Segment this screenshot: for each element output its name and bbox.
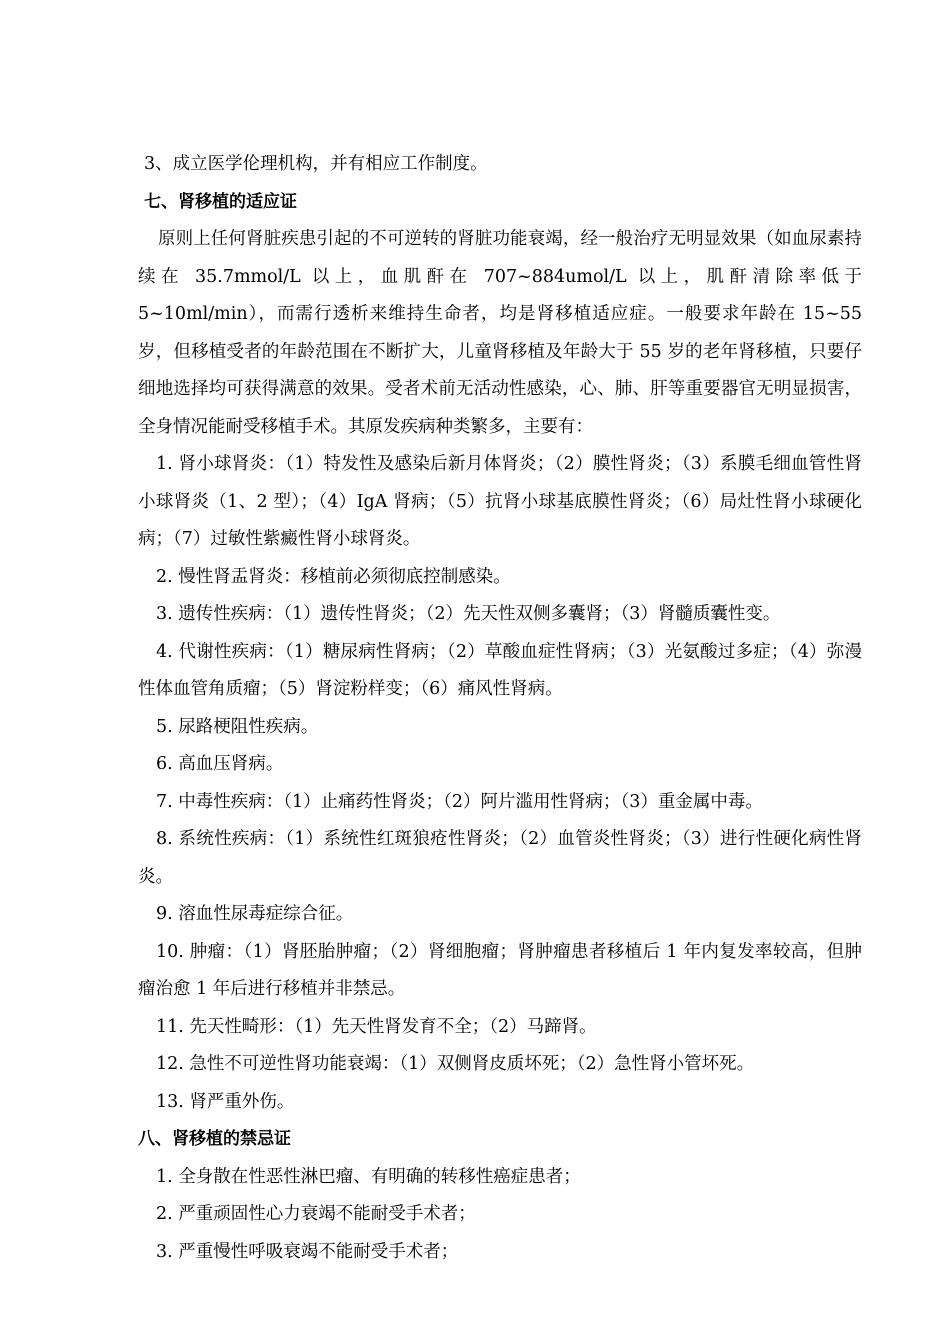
indication-item-12: 12. 急性不可逆性肾功能衰竭：（1）双侧肾皮质坏死；（2）急性肾小管坏死。	[156, 1054, 755, 1074]
contraindication-item-1: 1. 全身散在性恶性淋巴瘤、有明确的转移性癌症患者；	[156, 1166, 581, 1187]
indication-item-4: 4. 代谢性疾病：（1）糖尿病性肾病；（2）草酸血症性肾病；（3）光氨酸过多症；（4）弥漫性体血管角质瘤；（5）肾淀粉样变；（6）痛风性肾病。	[138, 641, 862, 699]
indication-item-13: 13. 肾严重外伤。	[156, 1091, 295, 1112]
indication-item-10: 10. 肿瘤：（1）肾胚胎肿瘤；（2）肾细胞瘤；肾肿瘤患者移植后 1 年内复发率较高，但肿瘤治愈 1 年后进行移植并非禁忌。	[138, 941, 862, 999]
section-heading-indications: 七、肾移植的适应证	[144, 191, 297, 212]
contraindication-item-3: 3. 严重慢性呼吸衰竭不能耐受手术者；	[156, 1241, 459, 1262]
indication-item-9: 9. 溶血性尿毒症综合征。	[156, 904, 354, 924]
section-heading-contraindications: 八、肾移植的禁忌证	[138, 1129, 291, 1149]
indication-item-2: 2. 慢性肾盂肾炎：移植前必须彻底控制感染。	[156, 566, 511, 587]
indication-item-8: 8. 系统性疾病：（1）系统性红斑狼疮性肾炎；（2）血管炎性肾炎；（3）进行性硬化病性肾炎。	[138, 829, 862, 887]
indication-item-3: 3. 遗传性疾病：（1）遗传性肾炎；（2）先天性双侧多囊肾；（3）肾髓质囊性变。	[156, 604, 781, 624]
indication-item-1: 1. 肾小球肾炎：（1）特发性及感染后新月体肾炎；（2）膜性肾炎；（3）系膜毛细血管性肾小球肾炎（1、2 型）；（4）IgA 肾病；（5）抗肾小球基底膜性肾炎；（6）局灶性肾小球硬化病；（7）过敏性紫癜性肾小球肾炎。	[138, 454, 862, 549]
indication-item-11: 11. 先天性畸形：（1）先天性肾发育不全；（2）马蹄肾。	[156, 1016, 597, 1037]
intro-item-3: 3、成立医学伦理机构，并有相应工作制度。	[144, 154, 488, 174]
indication-item-6: 6. 高血压肾病。	[156, 754, 284, 774]
document-body	[138, 146, 862, 1271]
indication-item-7: 7. 中毒性疾病：（1）止痛药性肾炎；（2）阿片滥用性肾病；（3）重金属中毒。	[156, 791, 763, 812]
indications-paragraph: 原则上任何肾脏疾患引起的不可逆转的肾脏功能衰竭，经一般治疗无明显效果（如血尿素持续在 35.7mmol/L 以上，血肌酐在 707~884umol/L 以上，肌酐清除率低于 5~10ml/min），而需行透析来维持生命者，均是肾移植适应症。一般要求年龄在 15~55 岁，但移植受者的年龄范围在不断扩大，儿童肾移植及年龄大于 55 岁的老年肾移植，只要仔细地选择均可获得满意的效果。受者术前无活动性感染，心、肺、肝等重要器官无明显损害，全身情况能耐受移植手术。其原发疾病种类繁多，主要有：	[138, 229, 862, 437]
contraindication-item-2: 2. 严重顽固性心力衰竭不能耐受手术者；	[156, 1204, 476, 1224]
indication-item-5: 5. 尿路梗阻性疾病。	[156, 716, 319, 737]
